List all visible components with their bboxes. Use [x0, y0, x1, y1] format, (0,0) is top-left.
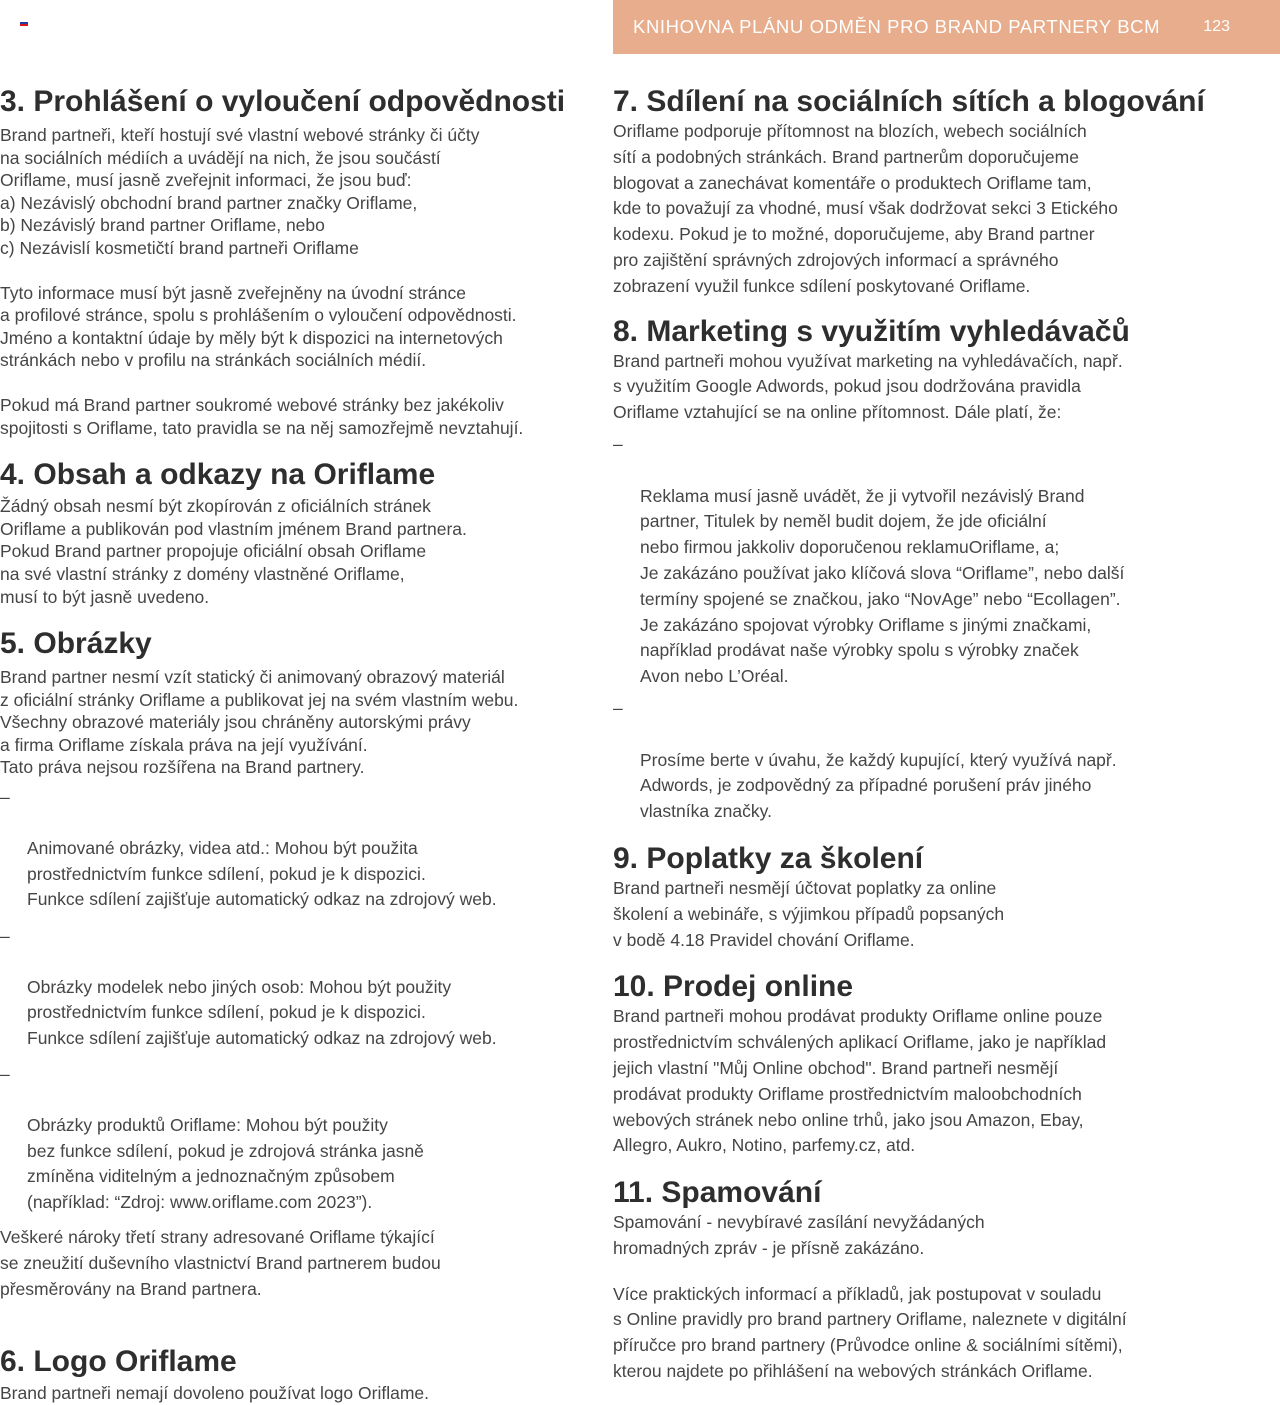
right-column — [613, 84, 1253, 1385]
section-10-paragraph-1: Brand partneři mohou prodávat produkty Oriflame online pouze prostřednictvím schválených aplikací Oriflame, jako je například jejich vlastní "Můj Online obchod". Brand partneři nesmějí prodávat produkty Oriflame prostřednictvím maloobchodních webových stránek nebo online trhů, jako jsou Amazon, Ebay, Allegro, Aukro, Notino, parfemy.cz, atd. — [613, 1006, 1107, 1156]
bullet-dash: – — [0, 1064, 10, 1085]
section-11-paragraph-2: Více praktických informací a příkladů, jak postupovat v souladu s Online pravidly pro brand partnery Oriflame, naleznete v digitální příručce pro brand partnery (Průvodce online & sociálními sítěmi), kterou najdete po přihlášení na webových stránkách Oriflame. — [613, 1283, 1127, 1382]
bullet-text: Prosíme berte v úvahu, že každý kupující, který využívá např. Adwords, je zodpovědný za případné porušení práv jiného vlastníka značky. — [640, 749, 1117, 822]
section-5-bullet-1 — [0, 785, 580, 913]
section-3-paragraph-2: Tyto informace musí být jasně zveřejněny na úvodní stránce a profilové stránce, spolu s prohlášením o vyloučení odpovědnosti. Jméno a kontaktní údaje by měly být k dispozici na internetových stránkách nebo v profilu na stránkách sociálních médií. — [0, 282, 517, 371]
bullet-text: Obrázky produktů Oriflame: Mohou být použity bez funkce sdílení, pokud je zdrojová stránka jasně zmíněna viditelným a jednoznačným způsobem (například: “Zdroj: www.oriflame.com 2023”). — [27, 1115, 424, 1212]
section-5-bullet-2 — [0, 924, 580, 1052]
section-4-heading: 4. Obsah a odkazy na Oriflame — [0, 458, 436, 492]
section-9-heading: 9. Poplatky za školení — [613, 841, 924, 875]
header-bar — [613, 0, 1280, 54]
section-11-paragraph-1: Spamování - nevybíravé zasílání nevyžádaných hromadných zpráv - je přísně zakázáno. — [613, 1212, 985, 1258]
bullet-text: Animované obrázky, videa atd.: Mohou být použita prostřednictvím funkce sdílení, pokud je k dispozici. Funkce sdílení zajišťuje automatický odkaz na zdrojový web. — [27, 838, 497, 910]
bullet-dash: – — [613, 433, 623, 454]
section-11-heading: 11. Spamování — [613, 1176, 822, 1210]
bullet-dash: – — [0, 925, 10, 946]
section-8-heading: 8. Marketing s využitím vyhledávačů — [613, 314, 1130, 348]
section-9-paragraph-1: Brand partneři nesmějí účtovat poplatky za online školení a webináře, s výjimkou případů popsaných v bodě 4.18 Pravidel chování Oriflame. — [613, 877, 1005, 950]
header-title: KNIHOVNA PLÁNU ODMĚN PRO BRAND PARTNERY BCM — [633, 16, 1161, 37]
section-8-bullet-2 — [613, 696, 1253, 825]
section-4-paragraph-1: Žádný obsah nesmí být zkopírován z oficiálních stránek Oriflame a publikován pod vlastním jménem Brand partnera. Pokud Brand partner propojuje oficiální obsah Oriflame na své vlastní stránky z domény vlastněné Oriflame, musí to být jasně uvedeno. — [0, 496, 467, 607]
section-3-heading: 3. Prohlášení o vyloučení odpovědnosti — [0, 85, 566, 118]
section-6-paragraph-1: Brand partneři nemají dovoleno používat logo Oriflame. — [0, 1383, 429, 1404]
bullet-dash: – — [613, 697, 623, 718]
section-8-bullet-1 — [613, 432, 1253, 690]
section-7-heading: 7. Sdílení na sociálních sítích a blogování — [613, 85, 1205, 118]
page-number: 123 — [1203, 18, 1230, 35]
section-3-paragraph-3: Pokud má Brand partner soukromé webové stránky bez jakékoliv spojitosti s Oriflame, tato pravidla se na něj samozřejmě nevztahují. — [0, 394, 524, 438]
bullet-text: Reklama musí jasně uvádět, že ji vytvořil nezávislý Brand partner, Titulek by neměl budit dojem, že jde oficiální nebo firmou jakkoliv doporučenou reklamuOriflame, a; Je zakázáno používat jako klíčová slova “Oriflame”, nebo další termíny spojené se značkou, jako “NovAge” nebo “Ecollagen”. Je zakázáno spojovat výrobky Oriflame s jinými značkami, například prodávat naše výrobky spolu s výrobky značek Avon nebo L’Oréal. — [640, 485, 1125, 687]
section-10-heading: 10. Prodej online — [613, 970, 854, 1004]
section-5-bullet-3 — [0, 1062, 580, 1215]
section-5-paragraph-2: Veškeré nároky třetí strany adresované Oriflame týkající se zneužití duševního vlastnictví Brand partnerem budou přesměrovány na Brand partnera. — [0, 1227, 441, 1299]
section-7-paragraph-1: Oriflame podporuje přítomnost na blozích, webech sociálních sítí a podobných stránkách. Brand partnerům doporučujeme blogovat a zanechávat komentáře o produktech Oriflame tam, kde to považují za vhodné, musí však dodržovat sekci 3 Etického kodexu. Pokud je to možné, doporučujeme, aby Brand partner pro zajištění správných zdrojových informací a správného zobrazení využil funkce sdílení poskytované Oriflame. — [613, 121, 1118, 296]
bullet-text: Obrázky modelek nebo jiných osob: Mohou být použity prostřednictvím funkce sdílení, pokud je k dispozici. Funkce sdílení zajišťuje automatický odkaz na zdrojový web. — [27, 976, 497, 1048]
bullet-dash: – — [0, 787, 10, 808]
section-5-paragraph-1: Brand partner nesmí vzít statický či animovaný obrazový materiál z oficiální stránky Oriflame a publikovat jej na svém vlastním webu. Všechny obrazové materiály jsou chráněny autorskými právy a firma Oriflame získala práva na její využívání. Tato práva nejsou rozšířena na Brand partnery. — [0, 667, 519, 778]
section-3-paragraph-1: Brand partneři, kteří hostují své vlastní webové stránky či účty na sociálních médiích a uvádějí na nich, že jsou součástí Oriflame, musí jasně zveřejnit informaci, že jsou buď: a) Nezávislý obchodní brand partner značky Oriflame, b) Nezávislý brand partner Oriflame, nebo c) Nezávislí kosmetičtí brand partneři Oriflame — [0, 125, 480, 258]
section-6-heading: 6. Logo Oriflame — [0, 1345, 237, 1379]
section-5-heading: 5. Obrázky — [0, 627, 152, 661]
flag-icon — [20, 20, 28, 26]
left-column — [0, 84, 580, 1405]
section-8-paragraph-1: Brand partneři mohou využívat marketing na vyhledávačích, např. s využitím Google Adwords, pokud jsou dodržována pravidla Oriflame vztahující se na online přítomnost. Dále platí, že: — [613, 350, 1123, 423]
